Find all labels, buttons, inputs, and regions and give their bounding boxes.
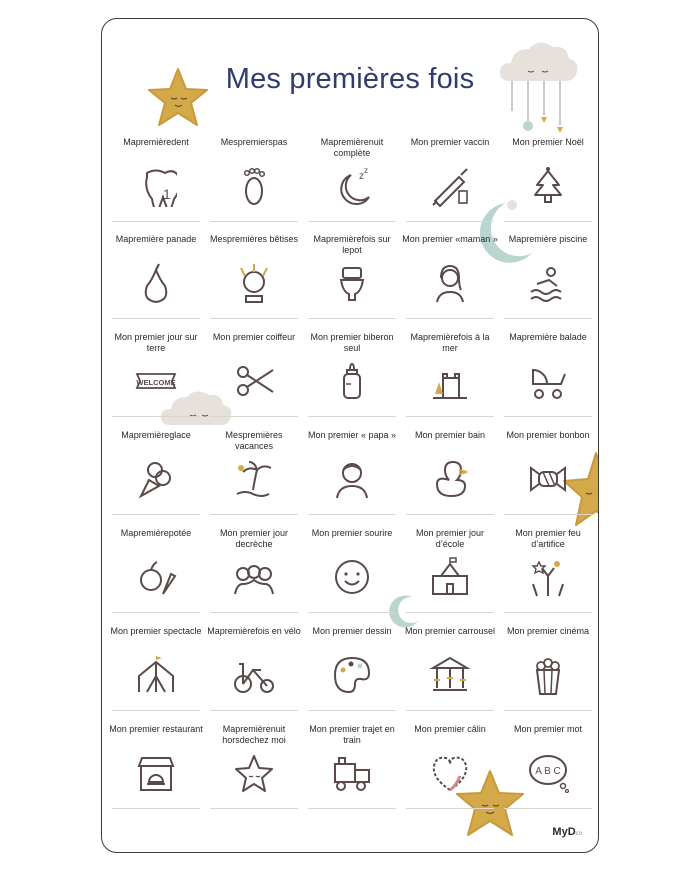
milestone-label: Mon premier coiffeur (212, 332, 296, 342)
write-in-line[interactable] (308, 514, 396, 515)
milestone-label: Mapremièrenuit complète (320, 137, 384, 158)
milestone-label: Mespremierspas (220, 137, 288, 147)
write-in-line[interactable] (406, 221, 494, 222)
svg-text:WELCOME: WELCOME (136, 378, 176, 387)
paint-palette-icon (331, 654, 373, 696)
milestone-cell (108, 724, 204, 794)
milestone-label: Mon premier bain (414, 430, 486, 440)
write-in-line[interactable] (406, 318, 494, 319)
milestone-cell (206, 724, 302, 794)
fireworks-icon (527, 556, 569, 598)
milestone-label: Mapremière panade (115, 234, 197, 244)
milestone-cell (402, 234, 498, 304)
write-in-line[interactable] (504, 808, 592, 809)
milestone-cell (108, 430, 204, 500)
write-in-line[interactable] (406, 612, 494, 613)
milestone-label: Mon premier « papa » (307, 430, 397, 440)
milestone-cell (206, 332, 302, 402)
milestone-cell (108, 332, 204, 402)
milestone-cell (304, 332, 400, 402)
write-in-line[interactable] (504, 318, 592, 319)
write-in-line[interactable] (112, 808, 200, 809)
pear-icon (135, 262, 177, 304)
write-in-line[interactable] (210, 318, 298, 319)
milestone-cell (206, 626, 302, 696)
mother-icon (429, 262, 471, 304)
ice-cream-icon (135, 458, 177, 500)
milestone-cell (304, 430, 400, 500)
milestone-label: Mon premier câlin (414, 724, 486, 734)
milestone-label: Mon premier trajet en train (309, 724, 395, 745)
sandcastle-icon (429, 360, 471, 402)
write-in-line[interactable] (406, 416, 494, 417)
milestone-cell (402, 332, 498, 402)
write-in-line[interactable] (308, 318, 396, 319)
milestone-cell (108, 137, 204, 207)
milestone-cell (206, 234, 302, 304)
milestone-label: Mon premier jour sur terre (114, 332, 198, 353)
star-night-icon (233, 752, 275, 794)
milestone-label: Mon premier dessin (312, 626, 392, 636)
poster-sheet (101, 18, 599, 853)
swimmer-icon (527, 262, 569, 304)
milestone-cell (108, 626, 204, 696)
milestone-label: Mapremièrefois en vélo (207, 626, 301, 636)
milestone-cell (402, 430, 498, 500)
moon-sleep-icon (331, 165, 373, 207)
write-in-line[interactable] (308, 612, 396, 613)
write-in-line[interactable] (308, 808, 396, 809)
milestone-label: Mon premier jour decrèche (219, 528, 289, 549)
baby-bottle-icon (331, 360, 373, 402)
write-in-line[interactable] (210, 416, 298, 417)
milestone-cell (500, 137, 596, 207)
write-in-line[interactable] (112, 612, 200, 613)
speech-abc-icon (527, 752, 569, 794)
milestone-label: Mapremièrefois à la mer (410, 332, 490, 353)
tooth-icon (135, 165, 177, 207)
milestone-cell (500, 234, 596, 304)
restaurant-icon (135, 752, 177, 794)
milestone-cell (500, 430, 596, 500)
scissors-icon (233, 360, 275, 402)
milestone-cell (304, 137, 400, 207)
milestone-cell (304, 234, 400, 304)
milestone-label: Mon premier mot (513, 724, 583, 734)
christmas-tree-icon (527, 165, 569, 207)
milestone-label: Mon premier bonbon (506, 430, 590, 440)
milestone-label: Mon premier biberon seul (310, 332, 394, 353)
write-in-line[interactable] (406, 710, 494, 711)
write-in-line[interactable] (210, 808, 298, 809)
milestone-cell (402, 528, 498, 598)
milestone-cell (206, 430, 302, 500)
smiling-face-icon (331, 556, 373, 598)
milestone-cell (206, 137, 302, 207)
milestone-cell (108, 234, 204, 304)
write-in-line[interactable] (112, 221, 200, 222)
milestone-cell (402, 137, 498, 207)
milestone-label: Mespremières vacances (225, 430, 283, 451)
milestone-cell (304, 528, 400, 598)
milestone-label: Mon premier feu d’artifice (515, 528, 581, 549)
milestone-label: Mapremièrefois sur lepot (313, 234, 391, 255)
write-in-line[interactable] (406, 514, 494, 515)
milestone-label: Mapremièrenuit horsdechez moi (222, 724, 286, 745)
stroller-icon (527, 360, 569, 402)
page-title: Mes premières fois (225, 63, 475, 95)
milestone-label: Mon premier jour d’école (415, 528, 485, 549)
syringe-icon (429, 165, 471, 207)
milestone-cell (500, 626, 596, 696)
svg-text:1: 1 (163, 186, 171, 202)
milestone-label: Mon premier spectacle (110, 626, 202, 636)
milestone-label: Mapremière piscine (508, 234, 588, 244)
milestone-label: Mapremièrepotée (120, 528, 192, 538)
write-in-line[interactable] (406, 808, 494, 809)
milestone-label: Mon premier carrousel (404, 626, 496, 636)
milestone-label: Mapremièreglace (121, 430, 191, 440)
train-icon (331, 752, 373, 794)
tricycle-icon (233, 654, 275, 696)
milestone-label: Mapremière balade (509, 332, 587, 342)
write-in-line[interactable] (504, 221, 592, 222)
milestone-label: Mon premier restaurant (109, 724, 203, 734)
write-in-line[interactable] (308, 221, 396, 222)
popcorn-icon (527, 654, 569, 696)
milestone-cell (402, 724, 498, 794)
write-in-line[interactable] (112, 710, 200, 711)
mischief-child-icon (233, 262, 275, 304)
potty-icon (331, 262, 373, 304)
milestone-grid (102, 19, 598, 852)
write-in-line[interactable] (210, 221, 298, 222)
svg-text:z: z (359, 171, 364, 182)
rubber-duck-icon (429, 458, 471, 500)
write-in-line[interactable] (112, 416, 200, 417)
milestone-label: Mon premier cinéma (506, 626, 590, 636)
apple-carrot-icon (135, 556, 177, 598)
write-in-line[interactable] (210, 710, 298, 711)
milestone-label: Mon premier «maman » (402, 234, 498, 244)
circus-tent-icon (135, 654, 177, 696)
svg-text:A B C: A B C (535, 766, 561, 777)
write-in-line[interactable] (308, 416, 396, 417)
milestone-label: Mapremièredent (123, 137, 189, 147)
milestone-cell (304, 724, 400, 794)
milestone-label: Mon premier vaccin (410, 137, 490, 147)
palm-island-icon (233, 458, 275, 500)
carousel-icon (429, 654, 471, 696)
footprint-icon (233, 165, 275, 207)
milestone-label: Mon premier Noël (512, 137, 584, 147)
svg-text:z: z (364, 166, 368, 175)
school-icon (429, 556, 471, 598)
candy-icon (527, 458, 569, 500)
milestone-cell (500, 724, 596, 794)
milestone-cell (304, 626, 400, 696)
write-in-line[interactable] (112, 514, 200, 515)
children-group-icon (233, 556, 275, 598)
father-icon (331, 458, 373, 500)
heart-hug-icon (429, 752, 471, 794)
milestone-cell (206, 528, 302, 598)
milestone-label: Mespremières bêtises (209, 234, 299, 244)
write-in-line[interactable] (504, 416, 592, 417)
write-in-line[interactable] (210, 612, 298, 613)
brand-logo: MyDco (552, 826, 582, 838)
write-in-line[interactable] (308, 710, 396, 711)
welcome-banner-icon (135, 360, 177, 402)
write-in-line[interactable] (210, 514, 298, 515)
write-in-line[interactable] (112, 318, 200, 319)
write-in-line[interactable] (504, 612, 592, 613)
milestone-cell (402, 626, 498, 696)
milestone-cell (108, 528, 204, 598)
write-in-line[interactable] (504, 710, 592, 711)
write-in-line[interactable] (504, 514, 592, 515)
milestone-cell (500, 332, 596, 402)
milestone-label: Mon premier sourire (311, 528, 393, 538)
milestone-cell (500, 528, 596, 598)
